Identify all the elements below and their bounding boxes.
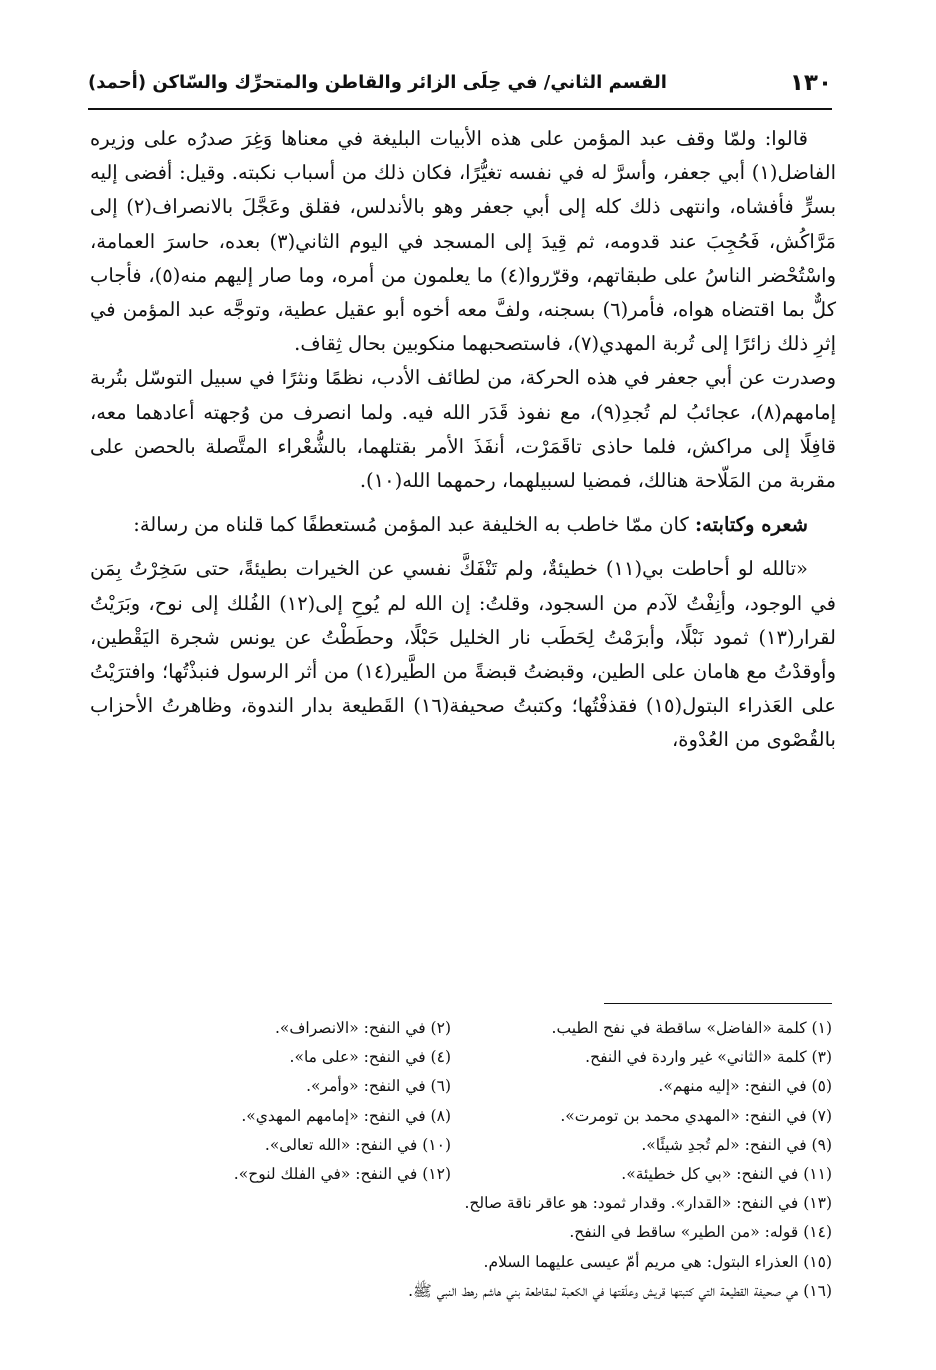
- footnote-item: (١٤) قوله: «من الطير» ساقط في النفح.: [569, 1223, 832, 1242]
- footnote-item: (٦) في النفح: «وأمر».: [306, 1077, 451, 1096]
- footnote-item: (٨) في النفح: «إمامهم المهدي».: [241, 1106, 451, 1125]
- paragraph-1: قالوا: ولمّا وقف عبد المؤمن على هذه الأبيات البليغة في معناها وَغِرَ صدرُه على وزيره الفاضل(١) أبي جعفر، وأسرَّ له في نفسه تغيُّرًا، فكان ذلك من أسباب نكبته. وقيل: أفضى إليه بسرٍّ فأفشاه، وانتهى ذلك كله إلى أبي جعفر وهو بالأندلس، فقلق وعَجَّلَ بالانصراف(٢) إلى مَرَّاكُش، فَحُجِبَ عند قدومه، ثم قِيدَ إلى المسجد في اليوم الثاني(٣) بعده، حاسرَ العمامة، واسْتُحْضر الناسُ على طبقاتهم، وقرّروا(٤) ما يعلمون من أمره، وما صار إليهم منه(٥)، فأجاب كلٌّ بما اقتضاه هواه، فأمر(٦) بسجنه، ولفَّ معه أخوه أبو عقيل عطية، وتوجَّه عبد المؤمن في إثرِ ذلك زائرًا إلى تُربة المهدي(٧)، فاستصحبهما منكوبين بحال ثِقاف.: [90, 127, 836, 356]
- footnote-item: (١) كلمة «الفاضل» ساقطة في نفح الطيب.: [551, 1019, 832, 1037]
- paragraph-3: [90, 508, 836, 542]
- footnote-item: (٤) في النفح: «على ما».: [289, 1048, 451, 1067]
- footnote-item: (١٦) هي صحيفة القطيعة التي كتبتها قريش وعلّقتها في الكعبة لمقاطعة بني هاشم رهط النبي ﷺ.: [408, 1281, 832, 1300]
- header-rule: [88, 108, 832, 110]
- running-title: القسم الثاني/ في حِلَى الزائر والقاطن والمتحرِّك والسّاكن (أحمد): [88, 72, 667, 93]
- page-number: ١٣٠: [789, 70, 832, 96]
- footnote-item: (٧) في النفح: «المهدي محمد بن تومرت».: [560, 1106, 832, 1125]
- footnote-rule: [604, 1003, 832, 1004]
- page-header: [88, 66, 832, 106]
- footnote-item: (٥) في النفح: «إليه منهم».: [658, 1077, 832, 1096]
- main-text: [90, 122, 836, 758]
- footnote-item: (٢) في النفح: «الانصراف».: [274, 1019, 451, 1037]
- footnote-grid: [90, 1014, 832, 1189]
- footnote-item: (٩) في النفح: «لم تُجدِ شيئًا».: [641, 1135, 832, 1154]
- footnotes: [90, 1014, 832, 1306]
- footnote-item: (١٠) في النفح: «الله تعالى».: [264, 1135, 451, 1154]
- paragraph-3-text: كان ممّا خاطب به الخليفة عبد المؤمن مُستعطفًا كما قلناه من رسالة:: [133, 513, 689, 537]
- footnote-item: (١٢) في النفح: «في الفلك لنوح».: [233, 1165, 451, 1184]
- paragraph-2: وصدرت عن أبي جعفر في هذه الحركة، من لطائف الأدب، نظمًا ونثرًا في سبيل التوسّل بتُربة إمامهم(٨)، عجائبُ لم تُجدِ(٩)، مع نفوذ قَدَر الله فيه. ولما انصرف من وُجهته أعادهما معه، قافِلًا إلى مراكش، فلما حاذى تاقَمَرْت، أنفَذَ الأمر بقتلهما، بالشُّعْراء المتَّصلة بالحصن على مقربة من المَلّاحة هنالك، فمضيا لسبيلهما، رحمهما الله(١٠).: [90, 366, 836, 493]
- section-heading: شعره وكتابته:: [694, 513, 808, 537]
- footnote-item: (١٣) في النفح: «القدار». وقدار ثمود: هو عاقر ناقة صالح.: [464, 1194, 832, 1213]
- footnote-item: (١٥) العذراء البتول: هي مريم أمّ عيسى عليهما السلام.: [483, 1252, 832, 1271]
- footnote-item: (١١) في النفح: «بي كل خطيئة».: [621, 1165, 832, 1184]
- footnote-item: (٣) كلمة «الثاني» غير واردة في النفح.: [585, 1048, 832, 1067]
- paragraph-4: «تالله لو أحاطت بي(١١) خطيئةٌ، ولم تَنْفَكَّ نفسي عن الخيرات بطيئةً، حتى سَخِرْتُ بِمَن في الوجود، وأنِفْتُ لآدم من السجود، وقلتُ: إن الله لم يُوحِ إلى(١٢) الفُلك إلى نوح، وبَرَيْتُ لقرار(١٣) ثمود نَبْلًا، وأبرَمْتُ لِحَطَب نار الخليل حَبْلًا، وحطَطْتُ عن يونس شجرة اليَقْطين، وأوقدْتُ مع هامان على الطين، وقبضتُ قبضةً من الطَّير(١٤) من أثر الرسول فنبذْتُها؛ وافترَيْتُ على العَذراء البتول(١٥) فقذفْتُها؛ وكتبتُ صحيفة(١٦) القَطيعة بدار الندوة، وظاهرتُ الأحزاب بالقُصْوى من العُدْوة،: [90, 557, 837, 752]
